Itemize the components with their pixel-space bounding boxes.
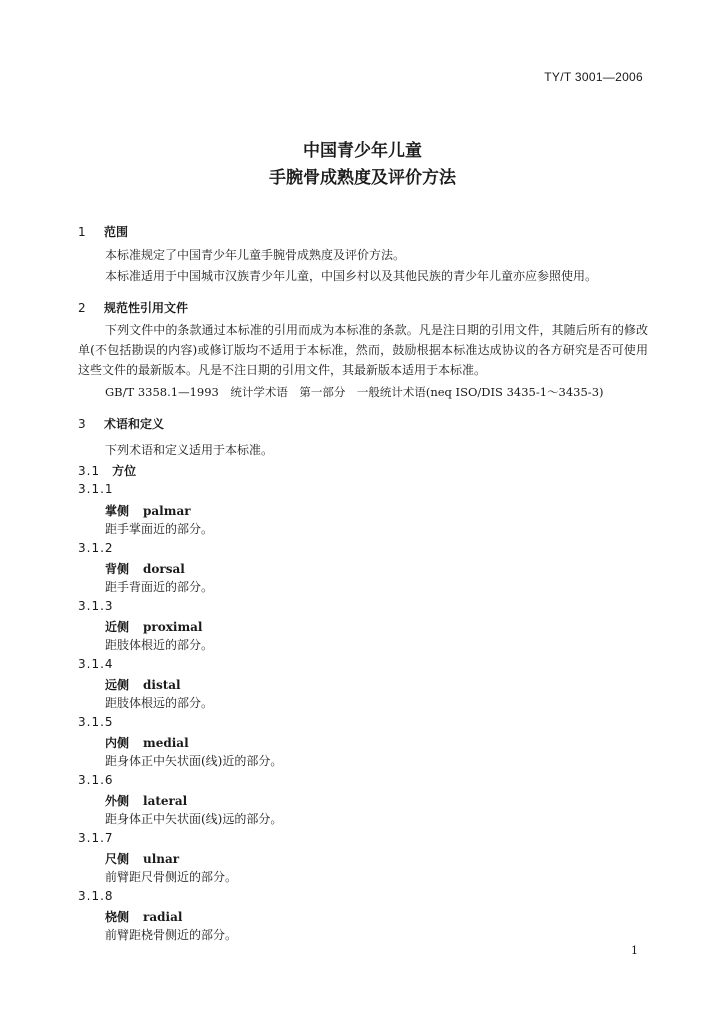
term-number: 3.1.8 bbox=[78, 889, 114, 903]
term-number: 3.1.3 bbox=[78, 599, 114, 613]
term-en: medial bbox=[143, 736, 189, 750]
term-title bbox=[105, 908, 182, 925]
term-number: 3.1.2 bbox=[78, 541, 114, 555]
section-3-number: 3 bbox=[78, 417, 86, 431]
term-title bbox=[105, 734, 189, 751]
term-definition: 前臂距桡骨侧近的部分。 bbox=[105, 928, 238, 942]
title-line-1: 中国青少年儿童 bbox=[303, 141, 422, 161]
section-2-heading bbox=[78, 299, 188, 316]
term-en: palmar bbox=[143, 504, 191, 518]
term-zh: 桡侧 bbox=[105, 910, 130, 924]
section-1-title: 范围 bbox=[104, 225, 129, 239]
term-number: 3.1.5 bbox=[78, 715, 114, 729]
section-2-reference: GB/T 3358.1—1993 统计学术语 第一部分 一般统计术语(neq ISO/DIS 3435-1～3435-3) bbox=[105, 385, 604, 399]
term-title bbox=[105, 792, 187, 809]
term-en: proximal bbox=[143, 620, 203, 634]
section-3-title: 术语和定义 bbox=[104, 417, 165, 431]
subsection-3-1-number: 3.1 bbox=[78, 464, 101, 478]
term-number: 3.1.7 bbox=[78, 831, 114, 845]
term-definition: 距手掌面近的部分。 bbox=[105, 522, 214, 536]
term-title bbox=[105, 560, 185, 577]
section-1-number: 1 bbox=[78, 225, 86, 239]
term-zh: 内侧 bbox=[105, 736, 130, 750]
standard-code: TY/T 3001—2006 bbox=[544, 70, 643, 84]
term-title bbox=[105, 676, 181, 693]
term-zh: 尺侧 bbox=[105, 852, 130, 866]
title-line-2: 手腕骨成熟度及评价方法 bbox=[269, 168, 456, 188]
section-1-para-1: 本标准规定了中国青少年儿童手腕骨成熟度及评价方法。 bbox=[105, 248, 406, 262]
section-3-heading bbox=[78, 415, 164, 432]
term-en: distal bbox=[143, 678, 181, 692]
term-definition: 距身体正中矢状面(线)远的部分。 bbox=[105, 812, 283, 826]
term-en: dorsal bbox=[143, 562, 185, 576]
term-definition: 前臂距尺骨侧近的部分。 bbox=[105, 870, 238, 884]
subsection-3-1-title: 方位 bbox=[112, 464, 137, 478]
term-number: 3.1.6 bbox=[78, 773, 114, 787]
term-title bbox=[105, 850, 179, 867]
term-zh: 背侧 bbox=[105, 562, 130, 576]
term-title bbox=[105, 618, 202, 635]
term-definition: 距身体正中矢状面(线)近的部分。 bbox=[105, 754, 283, 768]
term-definition: 距手背面近的部分。 bbox=[105, 580, 214, 594]
term-zh: 近侧 bbox=[105, 620, 130, 634]
subsection-3-1-heading bbox=[78, 462, 136, 479]
term-zh: 掌侧 bbox=[105, 504, 130, 518]
term-en: ulnar bbox=[143, 852, 180, 866]
section-1-para-2: 本标准适用于中国城市汉族青少年儿童，中国乡村以及其他民族的青少年儿童亦应参照使用。 bbox=[105, 269, 598, 283]
section-2-title: 规范性引用文件 bbox=[104, 301, 189, 315]
term-definition: 距肢体根近的部分。 bbox=[105, 638, 214, 652]
term-number: 3.1.4 bbox=[78, 657, 114, 671]
term-zh: 远侧 bbox=[105, 678, 130, 692]
section-2-number: 2 bbox=[78, 301, 86, 315]
section-3-intro: 下列术语和定义适用于本标准。 bbox=[105, 443, 274, 457]
section-2-para-1: 下列文件中的条款通过本标准的引用而成为本标准的条款。凡是注日期的引用文件，其随后所有的修改单(不包括勘误的内容)或修订版均不适用于本标准，然而，鼓励根据本标准达成协议的各方研究是否可使用这些文件的最新版本。凡是不注日期的引用文件，其最新版本适用于本标准。 bbox=[78, 323, 648, 377]
term-definition: 距肢体根远的部分。 bbox=[105, 696, 214, 710]
term-zh: 外侧 bbox=[105, 794, 130, 808]
section-1-heading bbox=[78, 223, 128, 240]
term-en: radial bbox=[143, 910, 183, 924]
term-title bbox=[105, 502, 191, 519]
term-number: 3.1.1 bbox=[78, 482, 114, 496]
term-en: lateral bbox=[143, 794, 188, 808]
page-number: 1 bbox=[631, 944, 638, 957]
